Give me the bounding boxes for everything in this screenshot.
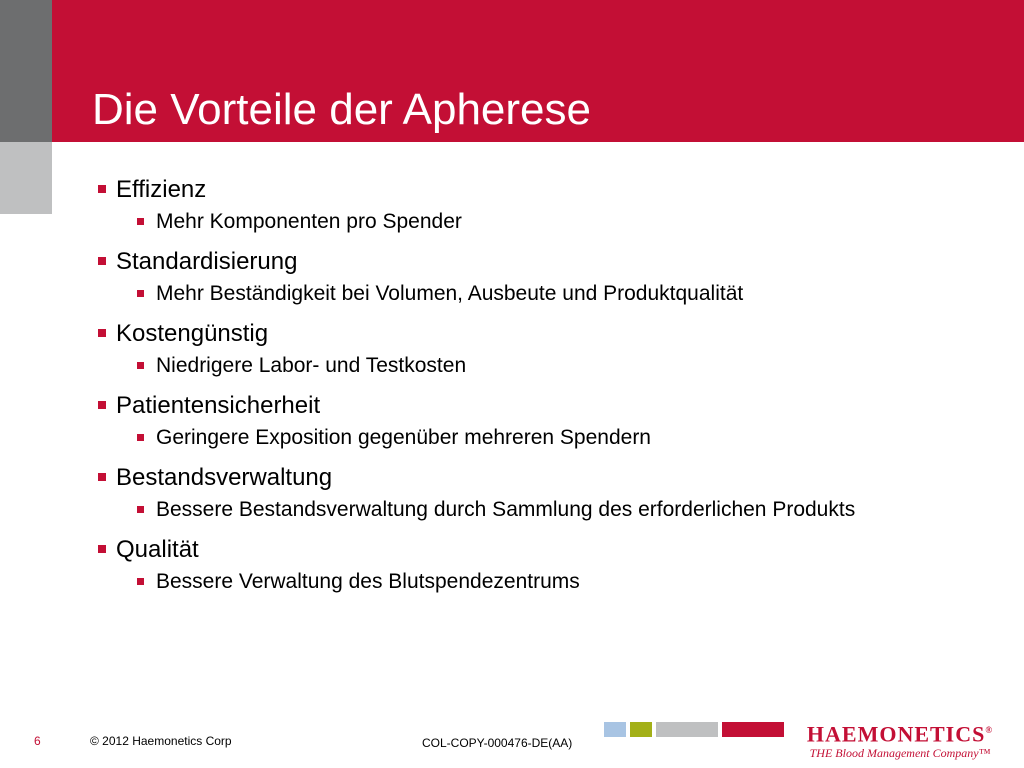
color-bar-red: [722, 722, 784, 737]
bullet-square-icon: [98, 473, 106, 481]
registered-mark: ®: [985, 725, 994, 735]
bullet-label: Effizienz: [116, 176, 207, 203]
sub-bullet-text: Bessere Bestandsverwaltung durch Sammlung des erforderlichen Produkts: [156, 498, 856, 521]
bullet-item: [96, 388, 976, 451]
bullet-label: Patientensicherheit: [116, 392, 321, 419]
bullet-label: Kostengünstig: [116, 320, 269, 347]
bullet-square-icon: [98, 545, 106, 553]
sub-bullet-square-icon: [137, 578, 144, 585]
color-bar-green: [630, 722, 652, 737]
copyright-text: © 2012 Haemonetics Corp: [90, 734, 232, 748]
accent-block-light: [0, 142, 52, 214]
bullet-square-icon: [98, 185, 106, 193]
bullet-square-icon: [98, 401, 106, 409]
bullet-item: [96, 532, 976, 595]
sub-bullet-square-icon: [137, 218, 144, 225]
sub-bullet-text: Mehr Komponenten pro Spender: [156, 210, 462, 233]
sub-bullet-square-icon: [137, 506, 144, 513]
bullet-item: [96, 244, 976, 307]
sub-bullet-text: Mehr Beständigkeit bei Volumen, Ausbeute und Produktqualität: [156, 282, 744, 305]
accent-block-dark: [0, 0, 52, 142]
bullet-square-icon: [98, 257, 106, 265]
color-bar-blue: [604, 722, 626, 737]
slide-title: Die Vorteile der Apherese: [92, 85, 591, 134]
sub-bullet-square-icon: [137, 290, 144, 297]
bullet-square-icon: [98, 329, 106, 337]
page-number: 6: [34, 734, 41, 748]
bullet-label: Standardisierung: [116, 248, 298, 275]
haemonetics-logo: [790, 718, 1010, 760]
bullet-item: [96, 172, 976, 235]
sub-bullet-text: Geringere Exposition gegenüber mehreren Spendern: [156, 426, 651, 449]
logo-tagline: THE Blood Management Company™: [809, 746, 991, 761]
bullet-label: Bestandsverwaltung: [116, 464, 333, 491]
sub-bullet-text: Bessere Verwaltung des Blutspendezentrums: [156, 570, 580, 593]
color-bar-gray: [656, 722, 718, 737]
sub-bullet-square-icon: [137, 362, 144, 369]
bullet-item: [96, 460, 976, 523]
sub-bullet-text: Niedrigere Labor- und Testkosten: [156, 354, 467, 377]
sub-bullet-square-icon: [137, 434, 144, 441]
document-code: COL-COPY-000476-DE(AA): [422, 736, 573, 750]
bullet-item: [96, 316, 976, 379]
logo-wordmark: HAEMONETICS: [806, 721, 986, 747]
bullet-list: [96, 172, 976, 604]
bullet-label: Qualität: [116, 536, 199, 563]
